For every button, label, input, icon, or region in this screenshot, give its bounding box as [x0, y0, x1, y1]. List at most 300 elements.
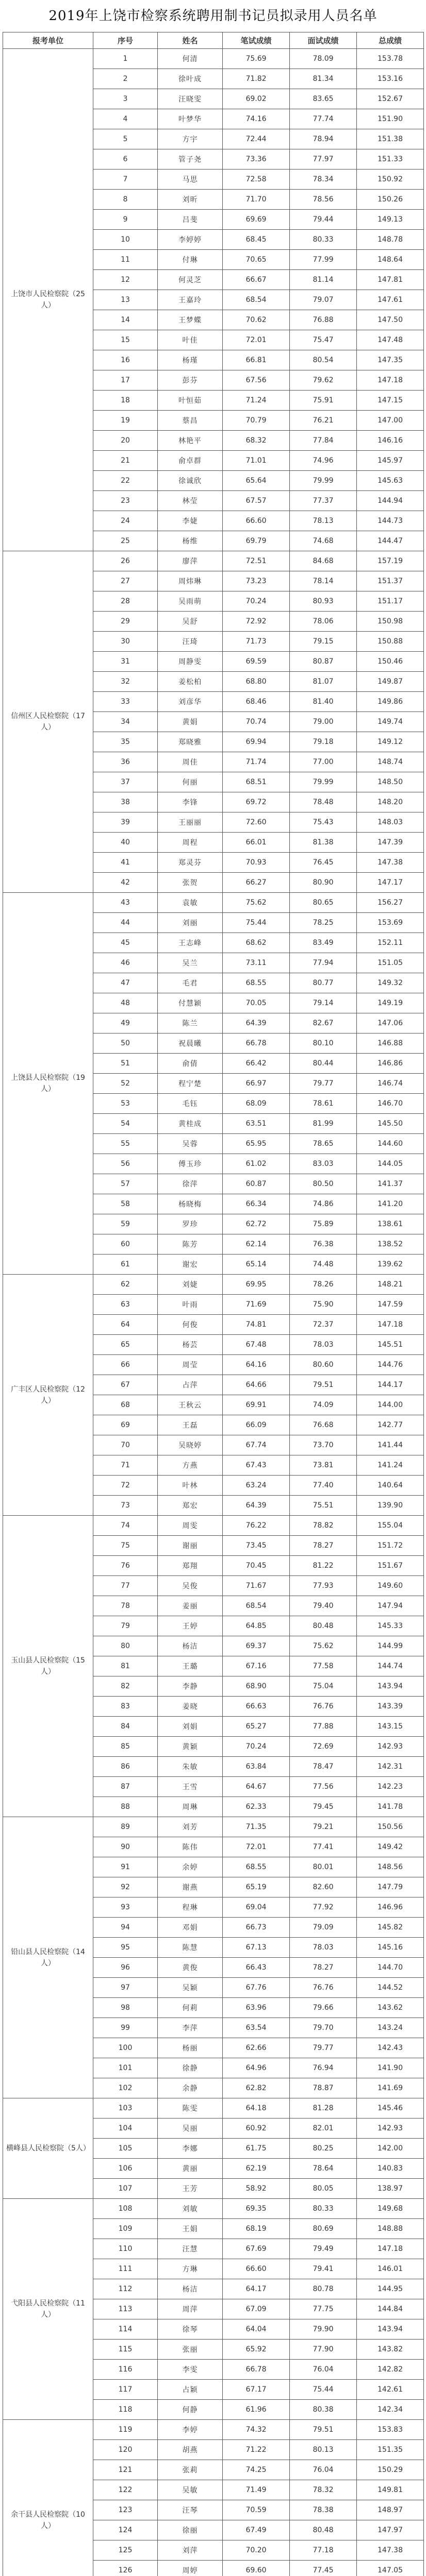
- name-cell: 杨芸: [158, 1335, 223, 1355]
- written-score-cell: 65.19: [223, 1877, 290, 1897]
- total-score-cell: 150.56: [357, 1817, 424, 1837]
- interview-score-cell: 77.00: [290, 752, 357, 772]
- written-score-cell: 67.74: [223, 1435, 290, 1455]
- seq-cell: 96: [93, 1958, 158, 1978]
- written-score-cell: 74.25: [223, 2460, 290, 2480]
- unit-cell: 玉山县人民检察院（15人）: [3, 1516, 93, 1817]
- seq-cell: 67: [93, 1375, 158, 1395]
- seq-cell: 10: [93, 230, 158, 250]
- seq-cell: 116: [93, 2360, 158, 2380]
- name-cell: 李婕: [158, 511, 223, 531]
- seq-cell: 53: [93, 1094, 158, 1114]
- name-cell: 余静: [158, 2078, 223, 2098]
- total-score-cell: 147.50: [357, 310, 424, 330]
- total-score-cell: 144.60: [357, 1134, 424, 1154]
- seq-cell: 27: [93, 571, 158, 591]
- unit-cell: 广丰区人民检察院（12人）: [3, 1275, 93, 1516]
- seq-cell: 36: [93, 752, 158, 772]
- interview-score-cell: 78.56: [290, 190, 357, 210]
- written-score-cell: 68.90: [223, 1676, 290, 1697]
- written-score-cell: 66.63: [223, 1697, 290, 1717]
- interview-score-cell: 77.93: [290, 1576, 357, 1596]
- seq-cell: 106: [93, 2159, 158, 2179]
- name-cell: 刘昕: [158, 190, 223, 210]
- total-score-cell: 144.74: [357, 1656, 424, 1676]
- written-score-cell: 72.01: [223, 1837, 290, 1857]
- total-score-cell: 144.52: [357, 1978, 424, 1998]
- interview-score-cell: 80.01: [290, 1857, 357, 1877]
- seq-cell: 33: [93, 692, 158, 712]
- seq-cell: 50: [93, 1033, 158, 1054]
- total-score-cell: 147.59: [357, 1295, 424, 1315]
- written-score-cell: 66.81: [223, 350, 290, 370]
- interview-score-cell: 72.37: [290, 1315, 357, 1335]
- interview-score-cell: 78.94: [290, 129, 357, 149]
- name-cell: 程宁楚: [158, 1074, 223, 1094]
- total-score-cell: 147.81: [357, 270, 424, 290]
- total-score-cell: 148.03: [357, 812, 424, 833]
- name-cell: 汪琦: [158, 632, 223, 652]
- interview-score-cell: 83.03: [290, 1154, 357, 1174]
- name-cell: 杨丽: [158, 2038, 223, 2058]
- interview-score-cell: 76.88: [290, 310, 357, 330]
- name-cell: 周炜琳: [158, 571, 223, 591]
- total-score-cell: 146.16: [357, 431, 424, 451]
- total-score-cell: 147.00: [357, 411, 424, 431]
- interview-score-cell: 78.03: [290, 1938, 357, 1958]
- written-score-cell: 63.54: [223, 2018, 290, 2038]
- total-score-cell: 148.88: [357, 2219, 424, 2239]
- written-score-cell: 66.97: [223, 1074, 290, 1094]
- seq-cell: 89: [93, 1817, 158, 1837]
- seq-cell: 52: [93, 1074, 158, 1094]
- table-row: [3, 49, 424, 69]
- name-cell: 余婷: [158, 1857, 223, 1877]
- interview-score-cell: 80.90: [290, 873, 357, 893]
- total-score-cell: 151.33: [357, 149, 424, 170]
- total-score-cell: 147.48: [357, 330, 424, 350]
- seq-cell: 125: [93, 2540, 158, 2561]
- written-score-cell: 69.69: [223, 210, 290, 230]
- total-score-cell: 146.70: [357, 1094, 424, 1114]
- written-score-cell: 67.69: [223, 2239, 290, 2259]
- name-cell: 朱敏: [158, 1757, 223, 1777]
- written-score-cell: 69.37: [223, 1636, 290, 1656]
- interview-score-cell: 80.25: [290, 2139, 357, 2159]
- table-row: [3, 2199, 424, 2219]
- seq-cell: 100: [93, 2038, 158, 2058]
- name-cell: 陈芳: [158, 1234, 223, 1255]
- written-score-cell: 71.35: [223, 1817, 290, 1837]
- written-score-cell: 72.92: [223, 612, 290, 632]
- seq-cell: 49: [93, 1013, 158, 1033]
- written-score-cell: 67.48: [223, 1335, 290, 1355]
- seq-cell: 92: [93, 1877, 158, 1897]
- total-score-cell: 146.88: [357, 1033, 424, 1054]
- table-body: [3, 49, 424, 2576]
- interview-score-cell: 80.78: [290, 2279, 357, 2299]
- seq-cell: 25: [93, 531, 158, 551]
- written-score-cell: 68.80: [223, 672, 290, 692]
- seq-cell: 45: [93, 933, 158, 953]
- interview-score-cell: 79.70: [290, 2018, 357, 2038]
- total-score-cell: 151.17: [357, 591, 424, 612]
- name-cell: 李婷婷: [158, 230, 223, 250]
- name-cell: 吴舒: [158, 612, 223, 632]
- seq-cell: 102: [93, 2078, 158, 2098]
- written-score-cell: 70.93: [223, 853, 290, 873]
- written-score-cell: 68.32: [223, 431, 290, 451]
- name-cell: 汪琴: [158, 2500, 223, 2520]
- written-score-cell: 72.01: [223, 330, 290, 350]
- written-score-cell: 63.96: [223, 1998, 290, 2018]
- name-cell: 吴俊: [158, 1576, 223, 1596]
- total-score-cell: 147.39: [357, 833, 424, 853]
- total-score-cell: 141.78: [357, 1797, 424, 1817]
- total-score-cell: 144.94: [357, 491, 424, 511]
- total-score-cell: 145.82: [357, 1918, 424, 1938]
- seq-cell: 77: [93, 1576, 158, 1596]
- unit-cell: 信州区人民检察院（17人）: [3, 551, 93, 893]
- interview-score-cell: 79.41: [290, 2259, 357, 2279]
- name-cell: 汪晓雯: [158, 89, 223, 109]
- total-score-cell: 148.64: [357, 250, 424, 270]
- written-score-cell: 66.73: [223, 1918, 290, 1938]
- total-score-cell: 149.74: [357, 712, 424, 732]
- interview-score-cell: 78.03: [290, 1335, 357, 1355]
- interview-score-cell: 75.47: [290, 330, 357, 350]
- total-score-cell: 141.24: [357, 1455, 424, 1476]
- name-cell: 管子尧: [158, 149, 223, 170]
- seq-cell: 40: [93, 833, 158, 853]
- written-score-cell: 71.74: [223, 752, 290, 772]
- written-score-cell: 71.82: [223, 69, 290, 89]
- interview-score-cell: 77.84: [290, 431, 357, 451]
- total-score-cell: 150.98: [357, 612, 424, 632]
- total-score-cell: 141.90: [357, 2058, 424, 2078]
- seq-cell: 82: [93, 1676, 158, 1697]
- interview-score-cell: 79.21: [290, 1817, 357, 1837]
- name-cell: 吴颖: [158, 1978, 223, 1998]
- total-score-cell: 144.70: [357, 1958, 424, 1978]
- name-cell: 何清: [158, 49, 223, 69]
- name-cell: 刘婕: [158, 1275, 223, 1295]
- total-score-cell: 145.63: [357, 471, 424, 491]
- total-score-cell: 147.79: [357, 1877, 424, 1897]
- total-score-cell: 149.32: [357, 973, 424, 993]
- seq-cell: 62: [93, 1275, 158, 1295]
- total-score-cell: 143.62: [357, 1998, 424, 2018]
- interview-score-cell: 80.10: [290, 1033, 357, 1054]
- name-cell: 姜丽: [158, 1596, 223, 1616]
- candidate-table: [3, 32, 424, 2576]
- seq-cell: 58: [93, 1194, 158, 1214]
- total-score-cell: 143.94: [357, 2319, 424, 2340]
- seq-cell: 119: [93, 2420, 158, 2440]
- name-cell: 何俊: [158, 1315, 223, 1335]
- written-score-cell: 70.24: [223, 1737, 290, 1757]
- written-score-cell: 71.24: [223, 391, 290, 411]
- written-score-cell: 75.44: [223, 913, 290, 933]
- written-score-cell: 69.35: [223, 2199, 290, 2219]
- interview-score-cell: 79.00: [290, 712, 357, 732]
- interview-score-cell: 74.68: [290, 531, 357, 551]
- interview-score-cell: 78.26: [290, 1275, 357, 1295]
- seq-cell: 5: [93, 129, 158, 149]
- name-cell: 吴丽: [158, 2119, 223, 2139]
- written-score-cell: 70.24: [223, 591, 290, 612]
- seq-cell: 17: [93, 370, 158, 391]
- written-score-cell: 64.39: [223, 1013, 290, 1033]
- unit-cell: 横峰县人民检察院（5人）: [3, 2098, 93, 2199]
- interview-score-cell: 80.93: [290, 591, 357, 612]
- name-cell: 徐静: [158, 2058, 223, 2078]
- name-cell: 付慧颖: [158, 993, 223, 1013]
- total-score-cell: 151.67: [357, 1556, 424, 1576]
- written-score-cell: 61.96: [223, 2400, 290, 2420]
- written-score-cell: 70.59: [223, 2500, 290, 2520]
- seq-cell: 13: [93, 290, 158, 310]
- interview-score-cell: 77.94: [290, 953, 357, 973]
- interview-score-cell: 78.27: [290, 1958, 357, 1978]
- seq-cell: 87: [93, 1777, 158, 1797]
- written-score-cell: 58.92: [223, 2179, 290, 2199]
- interview-score-cell: 78.06: [290, 612, 357, 632]
- written-score-cell: 71.01: [223, 451, 290, 471]
- name-cell: 俞卓群: [158, 451, 223, 471]
- name-cell: 刘萍: [158, 2540, 223, 2561]
- interview-score-cell: 76.45: [290, 853, 357, 873]
- name-cell: 陈雯: [158, 2098, 223, 2119]
- name-cell: 祝晨曦: [158, 1033, 223, 1054]
- written-score-cell: 67.76: [223, 1978, 290, 1998]
- seq-cell: 71: [93, 1455, 158, 1476]
- written-score-cell: 61.02: [223, 1154, 290, 1174]
- name-cell: 何静: [158, 2400, 223, 2420]
- total-score-cell: 149.81: [357, 2480, 424, 2500]
- name-cell: 王娟: [158, 2219, 223, 2239]
- seq-cell: 11: [93, 250, 158, 270]
- total-score-cell: 153.78: [357, 49, 424, 69]
- seq-cell: 72: [93, 1476, 158, 1496]
- total-score-cell: 147.05: [357, 2561, 424, 2576]
- seq-cell: 95: [93, 1938, 158, 1958]
- seq-cell: 21: [93, 451, 158, 471]
- seq-cell: 42: [93, 873, 158, 893]
- name-cell: 罗珍: [158, 1214, 223, 1234]
- name-cell: 占颖: [158, 2380, 223, 2400]
- seq-cell: 28: [93, 591, 158, 612]
- name-cell: 李锋: [158, 792, 223, 812]
- total-score-cell: 157.19: [357, 551, 424, 571]
- interview-score-cell: 76.76: [290, 1978, 357, 1998]
- total-score-cell: 147.94: [357, 1596, 424, 1616]
- written-score-cell: 73.11: [223, 953, 290, 973]
- total-score-cell: 139.62: [357, 1255, 424, 1275]
- interview-score-cell: 78.64: [290, 2159, 357, 2179]
- interview-score-cell: 73.70: [290, 1435, 357, 1455]
- seq-cell: 16: [93, 350, 158, 370]
- name-cell: 廖萍: [158, 551, 223, 571]
- written-score-cell: 62.72: [223, 1214, 290, 1234]
- written-score-cell: 64.16: [223, 1355, 290, 1375]
- interview-score-cell: 80.77: [290, 973, 357, 993]
- interview-score-cell: 81.38: [290, 833, 357, 853]
- seq-cell: 54: [93, 1114, 158, 1134]
- name-cell: 徐丽: [158, 2520, 223, 2540]
- written-score-cell: 73.45: [223, 1536, 290, 1556]
- name-cell: 王志峰: [158, 933, 223, 953]
- written-score-cell: 63.84: [223, 1757, 290, 1777]
- interview-score-cell: 81.28: [290, 2098, 357, 2119]
- written-score-cell: 69.04: [223, 1897, 290, 1918]
- interview-score-cell: 80.38: [290, 2400, 357, 2420]
- total-score-cell: 142.23: [357, 1777, 424, 1797]
- written-score-cell: 62.82: [223, 2078, 290, 2098]
- written-score-cell: 66.60: [223, 2259, 290, 2279]
- table-row: [3, 893, 424, 913]
- name-cell: 方琳: [158, 2259, 223, 2279]
- total-score-cell: 145.97: [357, 451, 424, 471]
- seq-cell: 113: [93, 2299, 158, 2319]
- written-score-cell: 66.43: [223, 1958, 290, 1978]
- total-score-cell: 150.26: [357, 190, 424, 210]
- written-score-cell: 68.55: [223, 973, 290, 993]
- written-score-cell: 71.73: [223, 632, 290, 652]
- interview-score-cell: 77.37: [290, 491, 357, 511]
- interview-score-cell: 79.99: [290, 471, 357, 491]
- interview-score-cell: 73.81: [290, 1455, 357, 1476]
- interview-score-cell: 80.33: [290, 230, 357, 250]
- total-score-cell: 149.60: [357, 1576, 424, 1596]
- total-score-cell: 143.82: [357, 2340, 424, 2360]
- table-row: [3, 2420, 424, 2440]
- header-name: 姓名: [158, 32, 223, 49]
- interview-score-cell: 75.90: [290, 1295, 357, 1315]
- total-score-cell: 152.11: [357, 933, 424, 953]
- written-score-cell: 74.32: [223, 2420, 290, 2440]
- interview-score-cell: 74.09: [290, 1395, 357, 1415]
- total-score-cell: 142.77: [357, 1415, 424, 1435]
- interview-score-cell: 79.62: [290, 370, 357, 391]
- interview-score-cell: 81.40: [290, 692, 357, 712]
- name-cell: 陈兰: [158, 1013, 223, 1033]
- name-cell: 杨洁: [158, 2279, 223, 2299]
- interview-score-cell: 78.32: [290, 2480, 357, 2500]
- seq-cell: 97: [93, 1978, 158, 1998]
- interview-score-cell: 79.66: [290, 1998, 357, 2018]
- total-score-cell: 147.35: [357, 350, 424, 370]
- total-score-cell: 143.15: [357, 1717, 424, 1737]
- total-score-cell: 153.69: [357, 913, 424, 933]
- total-score-cell: 151.05: [357, 953, 424, 973]
- total-score-cell: 141.37: [357, 1174, 424, 1194]
- written-score-cell: 65.64: [223, 471, 290, 491]
- interview-score-cell: 79.07: [290, 290, 357, 310]
- interview-score-cell: 75.91: [290, 391, 357, 411]
- name-cell: 吴敏: [158, 2480, 223, 2500]
- name-cell: 吴晓婷: [158, 1435, 223, 1455]
- total-score-cell: 147.18: [357, 370, 424, 391]
- seq-cell: 121: [93, 2460, 158, 2480]
- name-cell: 蔡昌: [158, 411, 223, 431]
- seq-cell: 101: [93, 2058, 158, 2078]
- written-score-cell: 65.95: [223, 1134, 290, 1154]
- written-score-cell: 71.49: [223, 2480, 290, 2500]
- interview-score-cell: 79.99: [290, 772, 357, 792]
- interview-score-cell: 77.75: [290, 2299, 357, 2319]
- total-score-cell: 139.90: [357, 1496, 424, 1516]
- seq-cell: 23: [93, 491, 158, 511]
- written-score-cell: 72.58: [223, 170, 290, 190]
- written-score-cell: 73.23: [223, 571, 290, 591]
- name-cell: 彭芬: [158, 370, 223, 391]
- name-cell: 胡燕: [158, 2440, 223, 2460]
- interview-score-cell: 80.60: [290, 1355, 357, 1375]
- written-score-cell: 62.66: [223, 2038, 290, 2058]
- name-cell: 方燕: [158, 1455, 223, 1476]
- interview-score-cell: 82.01: [290, 2119, 357, 2139]
- seq-cell: 46: [93, 953, 158, 973]
- seq-cell: 15: [93, 330, 158, 350]
- seq-cell: 55: [93, 1134, 158, 1154]
- header-written: 笔试成绩: [223, 32, 290, 49]
- name-cell: 谢丽: [158, 1536, 223, 1556]
- name-cell: 黄娟: [158, 712, 223, 732]
- total-score-cell: 150.92: [357, 170, 424, 190]
- written-score-cell: 66.60: [223, 511, 290, 531]
- name-cell: 周琳: [158, 1797, 223, 1817]
- total-score-cell: 142.61: [357, 2380, 424, 2400]
- unit-cell: 上饶市人民检察院（25人）: [3, 49, 93, 551]
- interview-score-cell: 77.88: [290, 1717, 357, 1737]
- seq-cell: 43: [93, 893, 158, 913]
- seq-cell: 84: [93, 1717, 158, 1737]
- written-score-cell: 65.14: [223, 1255, 290, 1275]
- interview-score-cell: 79.90: [290, 2319, 357, 2340]
- total-score-cell: 140.64: [357, 1476, 424, 1496]
- total-score-cell: 141.20: [357, 1194, 424, 1214]
- seq-cell: 105: [93, 2139, 158, 2159]
- total-score-cell: 152.67: [357, 89, 424, 109]
- name-cell: 毛钰: [158, 1094, 223, 1114]
- interview-score-cell: 75.62: [290, 1636, 357, 1656]
- written-score-cell: 65.27: [223, 1717, 290, 1737]
- total-score-cell: 147.38: [357, 853, 424, 873]
- name-cell: 吴蓉: [158, 1134, 223, 1154]
- name-cell: 徐琴: [158, 2319, 223, 2340]
- interview-score-cell: 77.40: [290, 1476, 357, 1496]
- total-score-cell: 147.06: [357, 1013, 424, 1033]
- interview-score-cell: 79.44: [290, 210, 357, 230]
- total-score-cell: 149.68: [357, 2199, 424, 2219]
- name-cell: 周莹: [158, 1355, 223, 1375]
- interview-score-cell: 76.04: [290, 2360, 357, 2380]
- total-score-cell: 142.31: [357, 1757, 424, 1777]
- interview-score-cell: 74.96: [290, 451, 357, 471]
- total-score-cell: 144.47: [357, 531, 424, 551]
- name-cell: 邓娟: [158, 1918, 223, 1938]
- total-score-cell: 150.88: [357, 632, 424, 652]
- total-score-cell: 145.51: [357, 1335, 424, 1355]
- total-score-cell: 149.19: [357, 993, 424, 1013]
- name-cell: 谢燕: [158, 1877, 223, 1897]
- seq-cell: 69: [93, 1415, 158, 1435]
- interview-score-cell: 80.05: [290, 2179, 357, 2199]
- table-row: [3, 1275, 424, 1295]
- seq-cell: 115: [93, 2340, 158, 2360]
- seq-cell: 68: [93, 1395, 158, 1415]
